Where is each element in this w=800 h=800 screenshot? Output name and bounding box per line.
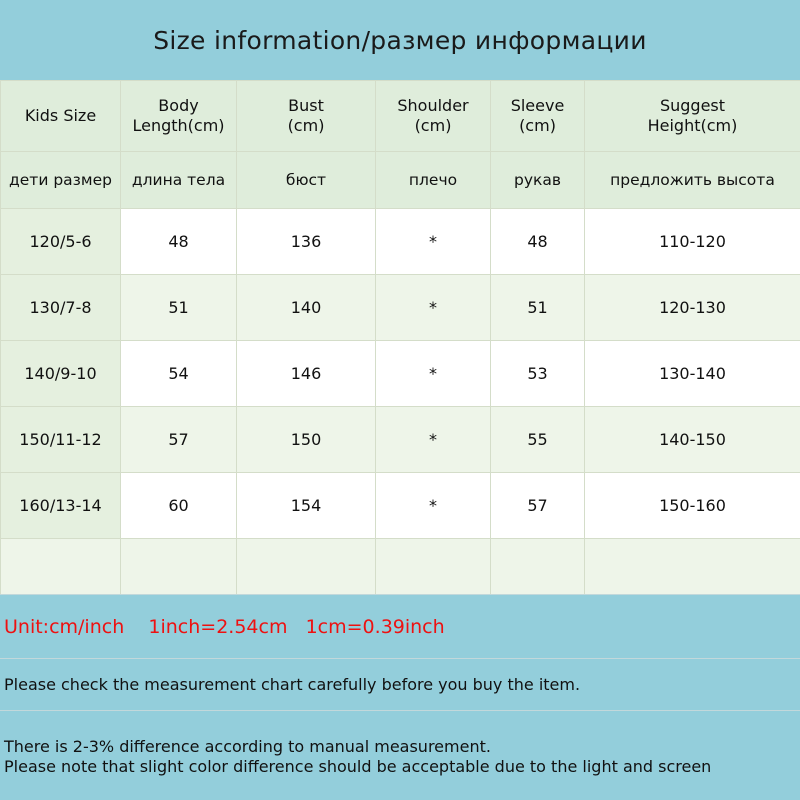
sleeve-cell: 48	[491, 209, 585, 275]
header-bust: Bust (cm)	[237, 81, 376, 152]
header-ru-suggest-height: предложить высота	[585, 152, 800, 209]
header-ru-bust: бюст	[237, 152, 376, 209]
suggest-height-cell: 150-160	[585, 473, 800, 539]
suggest-height-cell: 110-120	[585, 209, 800, 275]
check-note-band	[0, 658, 800, 710]
sleeve-cell: 55	[491, 407, 585, 473]
size-table	[0, 80, 800, 603]
bust-cell: 150	[237, 407, 376, 473]
sleeve-cell: 57	[491, 473, 585, 539]
shoulder-cell: *	[376, 275, 491, 341]
header-ru-sleeve: рукав	[491, 152, 585, 209]
check-note-text: Please check the measurement chart carefully before you buy the item.	[4, 674, 581, 694]
unit-conversion-band	[0, 594, 800, 658]
header-kids-size: Kids Size	[1, 81, 121, 152]
bust-cell: 146	[237, 341, 376, 407]
header-row-russian	[1, 152, 800, 209]
header-shoulder: Shoulder (cm)	[376, 81, 491, 152]
empty-row	[1, 539, 800, 603]
body-length-cell: 51	[121, 275, 237, 341]
size-cell: 150/11-12	[1, 407, 121, 473]
sleeve-cell: 53	[491, 341, 585, 407]
shoulder-cell: *	[376, 209, 491, 275]
header-ru-shoulder: плечо	[376, 152, 491, 209]
bust-cell: 136	[237, 209, 376, 275]
empty-cell	[376, 539, 491, 603]
suggest-height-cell: 130-140	[585, 341, 800, 407]
header-ru-body-length: длина тела	[121, 152, 237, 209]
header-sleeve: Sleeve (cm)	[491, 81, 585, 152]
page-title: Size information/размер информации	[0, 0, 800, 81]
header-ru-kids-size: дети размер	[1, 152, 121, 209]
measurement-difference-note: There is 2-3% difference according to manual measurement.	[4, 737, 491, 756]
suggest-height-cell: 140-150	[585, 407, 800, 473]
table-row	[1, 209, 800, 275]
unit-conversion-text: Unit:cm/inch 1inch=2.54cm 1cm=0.39inch	[4, 615, 445, 638]
size-cell: 140/9-10	[1, 341, 121, 407]
header-suggest-height: Suggest Height(cm)	[585, 81, 800, 152]
empty-cell	[237, 539, 376, 603]
body-length-cell: 48	[121, 209, 237, 275]
size-cell: 160/13-14	[1, 473, 121, 539]
body-length-cell: 60	[121, 473, 237, 539]
table-row	[1, 275, 800, 341]
table-row	[1, 407, 800, 473]
shoulder-cell: *	[376, 473, 491, 539]
empty-cell	[585, 539, 800, 603]
table-row	[1, 341, 800, 407]
header-row	[1, 81, 800, 152]
empty-cell	[491, 539, 585, 603]
color-difference-note: Please note that slight color difference should be acceptable due to the light and screen	[4, 757, 712, 776]
notes-band	[0, 710, 800, 800]
body-length-cell: 57	[121, 407, 237, 473]
size-cell: 130/7-8	[1, 275, 121, 341]
size-cell: 120/5-6	[1, 209, 121, 275]
sleeve-cell: 51	[491, 275, 585, 341]
header-body-length: Body Length(cm)	[121, 81, 237, 152]
suggest-height-cell: 120-130	[585, 275, 800, 341]
empty-cell	[121, 539, 237, 603]
table-row	[1, 473, 800, 539]
empty-cell	[1, 539, 121, 603]
shoulder-cell: *	[376, 341, 491, 407]
body-length-cell: 54	[121, 341, 237, 407]
bust-cell: 140	[237, 275, 376, 341]
shoulder-cell: *	[376, 407, 491, 473]
bust-cell: 154	[237, 473, 376, 539]
